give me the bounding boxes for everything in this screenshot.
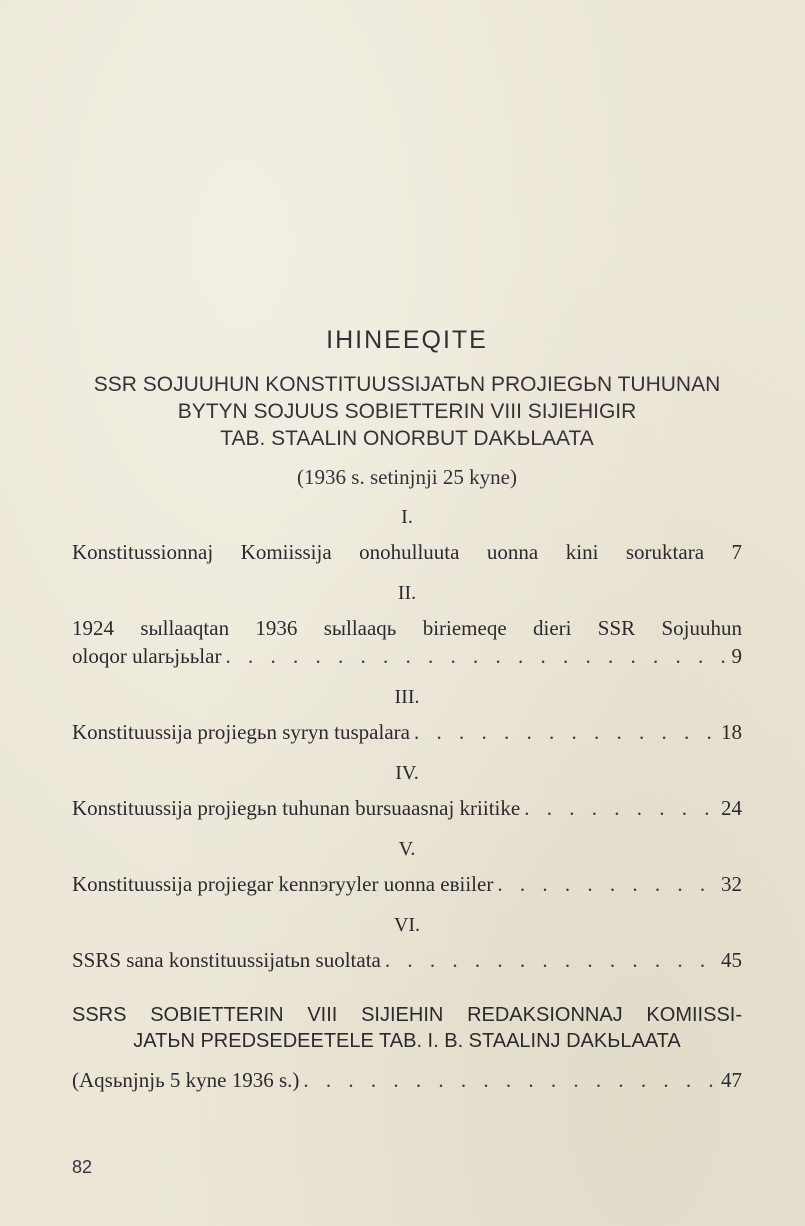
section-numeral: V.: [398, 838, 416, 860]
toc-page-number: 24: [721, 796, 742, 820]
dot-leader: [524, 794, 717, 822]
toc-section-1: [72, 504, 742, 566]
toc-entry-row: [72, 794, 742, 822]
toc-section-4: [72, 760, 742, 822]
dot-leader: [414, 718, 717, 746]
section-numeral: I.: [401, 506, 413, 528]
intro-line-1: SSR SOJUUHUN KONSTITUUSSIJATЬN PROJIEGЬN TUHUNAN: [93, 373, 721, 396]
section-numeral: III.: [394, 686, 420, 708]
toc-entry-text: (Aqsьnjnjь 5 kyne 1936 s.): [72, 1068, 300, 1092]
toc-entry-row: [72, 642, 742, 670]
toc-closing-section: [72, 1002, 742, 1094]
toc-entry-text: Konstituussija projiegьn syryn tuspalara: [72, 720, 410, 744]
toc-page-number: 9: [731, 644, 742, 668]
toc-section-2: [72, 580, 742, 670]
section-numeral: IV.: [395, 762, 419, 784]
page-title: IHINEEQITE: [326, 326, 488, 354]
page-footer-number: 82: [72, 1157, 93, 1177]
toc-entry-text: Konstitussionnaj Komiissija onohulluuta uonna kini soruktara 7: [72, 540, 742, 564]
intro-line-3: TAB. STAALIN ONORBUT DAKЬLAATA: [220, 427, 594, 450]
toc-page-number: 45: [721, 948, 742, 972]
toc-section-3: [72, 684, 742, 746]
closing-heading-line-1: SSRS SOBIETTERIN VIII SIJIEHIN REDAKSIONNAJ KOMIISSI-: [72, 1004, 742, 1026]
toc-section-5: [72, 836, 742, 898]
toc-entry-row: [72, 1066, 742, 1094]
intro-date: (1936 s. setinjnji 25 kyne): [297, 465, 517, 489]
toc-page-number: 32: [721, 872, 742, 896]
toc-entry-text: oloqor ularьjььlar: [72, 644, 222, 668]
toc-page-number: 47: [721, 1068, 742, 1092]
toc-entry-text: Konstituussija projiegьn tuhunan bursuaasnaj kriitike: [72, 796, 521, 820]
toc-entry-row: [72, 870, 742, 898]
toc-entry-text: Konstituussija projiegar kennэryyler uonna eвiiler: [72, 872, 494, 896]
toc-section-6: [72, 912, 742, 974]
toc-entry-text: 1924 sыllaaqtan 1936 sыllaaqь biriemeqe dieri SSR Sojuuhun: [72, 616, 742, 640]
toc-entry-row: [72, 946, 742, 974]
toc-entry-text: SSRS sana konstituussijatьn suoltata: [72, 948, 381, 972]
intro-line-2: BYTYN SOJUUS SOBIETTERIN VIII SIJIEHIGIR: [177, 400, 637, 423]
dot-leader: [497, 870, 717, 898]
closing-heading-line-2: JATЬN PREDSEDEETELE TAB. I. B. STAALINJ DAKЬLAATA: [133, 1030, 681, 1052]
dot-leader: [225, 642, 727, 670]
dot-leader: [385, 946, 717, 974]
toc-entry-row: [72, 718, 742, 746]
table-of-contents: [72, 326, 742, 1094]
intro-heading: [72, 371, 742, 452]
toc-page-number: 18: [721, 720, 742, 744]
section-numeral: II.: [397, 582, 417, 604]
dot-leader: [303, 1066, 717, 1094]
section-numeral: VI.: [393, 914, 421, 936]
